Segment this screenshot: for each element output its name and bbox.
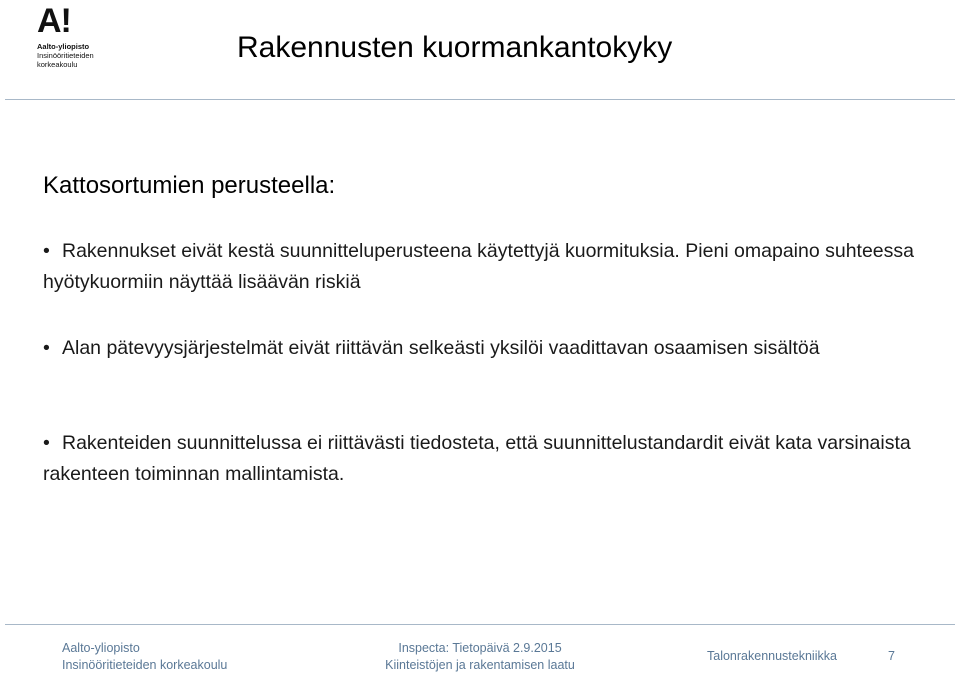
footer-divider	[5, 624, 955, 625]
slide-title: Rakennusten kuormankantokyky	[237, 31, 673, 64]
footer-department: Talonrakennustekniikka	[707, 649, 837, 663]
page-number: 7	[888, 649, 895, 663]
logo-text-university: Aalto-yliopisto	[37, 42, 90, 51]
bullet-item	[43, 236, 923, 298]
bullet-text: Alan pätevyysjärjestelmät eivät riittävän selkeästi yksilöi vaadittavan osaamisen sisältöä	[62, 337, 820, 359]
bullet-item	[43, 428, 923, 490]
logo-text-school: Insinööritieteiden	[37, 51, 94, 60]
bullet-item	[43, 333, 923, 364]
title-divider	[5, 99, 955, 100]
bullet-dot: •	[43, 240, 50, 262]
footer-topic: Kiinteistöjen ja rakentamisen laatu	[385, 658, 575, 672]
footer-school: Insinööritieteiden korkeakoulu	[62, 658, 228, 672]
aalto-logo-mark: A!	[37, 2, 71, 40]
slide-subtitle: Kattosortumien perusteella:	[43, 172, 336, 199]
bullet-text: Rakennukset eivät kestä suunnitteluperusteena käytettyjä kuormituksia. Pieni omapaino suhteessa hyötykuormiin näyttää lisäävän riskiä	[43, 240, 914, 293]
bullet-dot: •	[43, 337, 50, 359]
footer-university: Aalto-yliopisto	[62, 641, 140, 655]
aalto-logo	[37, 2, 105, 69]
bullet-dot: •	[43, 432, 50, 454]
logo-text-school-2: korkeakoulu	[37, 60, 78, 69]
footer-left	[62, 640, 227, 674]
footer-center	[366, 640, 594, 674]
bullet-text: Rakenteiden suunnittelussa ei riittävästi tiedosteta, että suunnittelustandardit eivät kata varsinaista rakenteen toiminnan mallintamista.	[43, 432, 911, 485]
footer-event: Inspecta: Tietopäivä 2.9.2015	[398, 641, 562, 655]
